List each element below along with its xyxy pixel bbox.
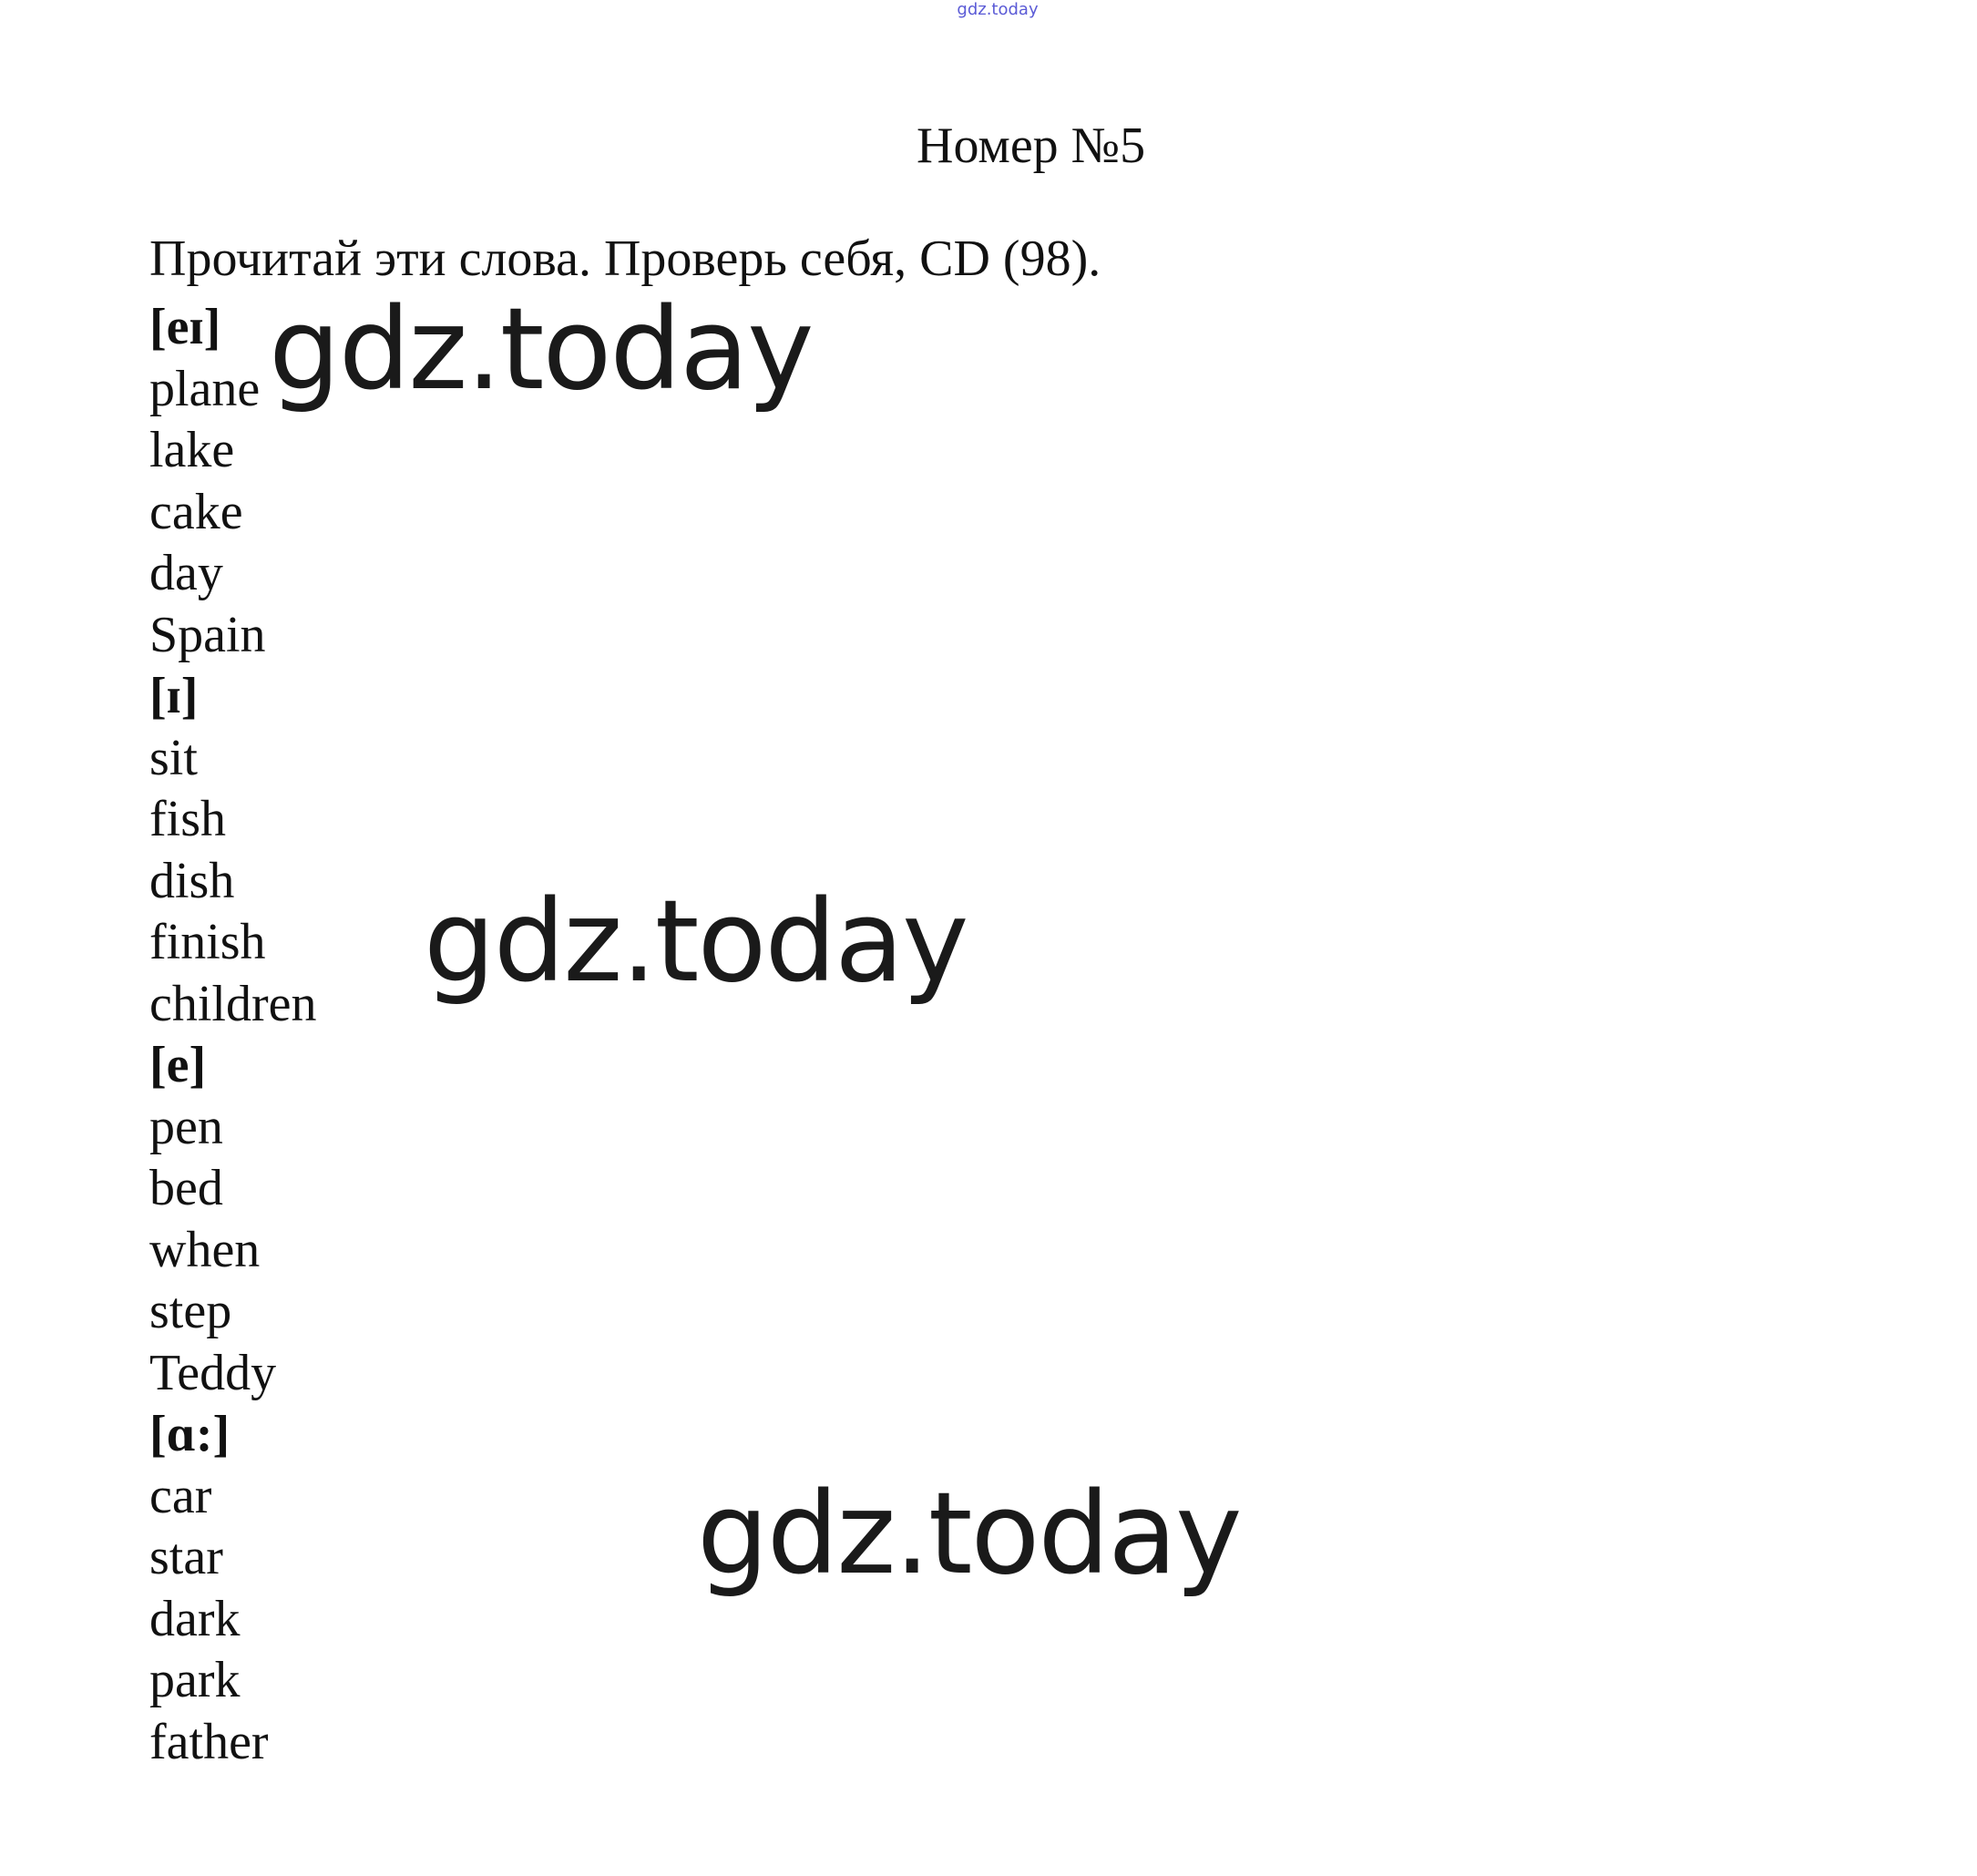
word-item: fish bbox=[149, 791, 226, 847]
word-item: sit bbox=[149, 729, 198, 786]
sound-header: [ɑ:] bbox=[149, 1406, 230, 1462]
word-item: car bbox=[149, 1467, 212, 1524]
word-item: when bbox=[149, 1221, 261, 1278]
word-item: dark bbox=[149, 1590, 241, 1647]
page-title: Номер №5 bbox=[917, 118, 1146, 174]
sound-header: [e] bbox=[149, 1037, 207, 1093]
word-list bbox=[149, 297, 316, 1773]
word-item: step bbox=[149, 1283, 232, 1339]
word-item: Teddy bbox=[149, 1344, 277, 1401]
word-item: lake bbox=[149, 422, 235, 478]
word-item: plane bbox=[149, 360, 261, 417]
word-item: finish bbox=[149, 914, 266, 970]
word-item: day bbox=[149, 545, 223, 601]
sound-header: [eɪ] bbox=[149, 299, 221, 355]
word-item: star bbox=[149, 1529, 223, 1585]
sound-header: [ɪ] bbox=[149, 668, 199, 724]
watermark: gdz.today bbox=[697, 1469, 1241, 1600]
watermark: gdz.today bbox=[424, 876, 968, 1008]
word-item: father bbox=[149, 1713, 269, 1770]
word-item: children bbox=[149, 975, 317, 1032]
watermark: gdz.today bbox=[269, 284, 813, 415]
word-item: bed bbox=[149, 1160, 223, 1216]
word-item: park bbox=[149, 1652, 241, 1708]
top-watermark: gdz.today bbox=[957, 0, 1039, 19]
exercise-instruction: Прочитай эти слова. Проверь себя, CD (98). bbox=[149, 231, 1101, 287]
word-item: Spain bbox=[149, 606, 266, 663]
word-item: cake bbox=[149, 483, 243, 540]
word-item: dish bbox=[149, 852, 235, 909]
word-item: pen bbox=[149, 1098, 223, 1155]
